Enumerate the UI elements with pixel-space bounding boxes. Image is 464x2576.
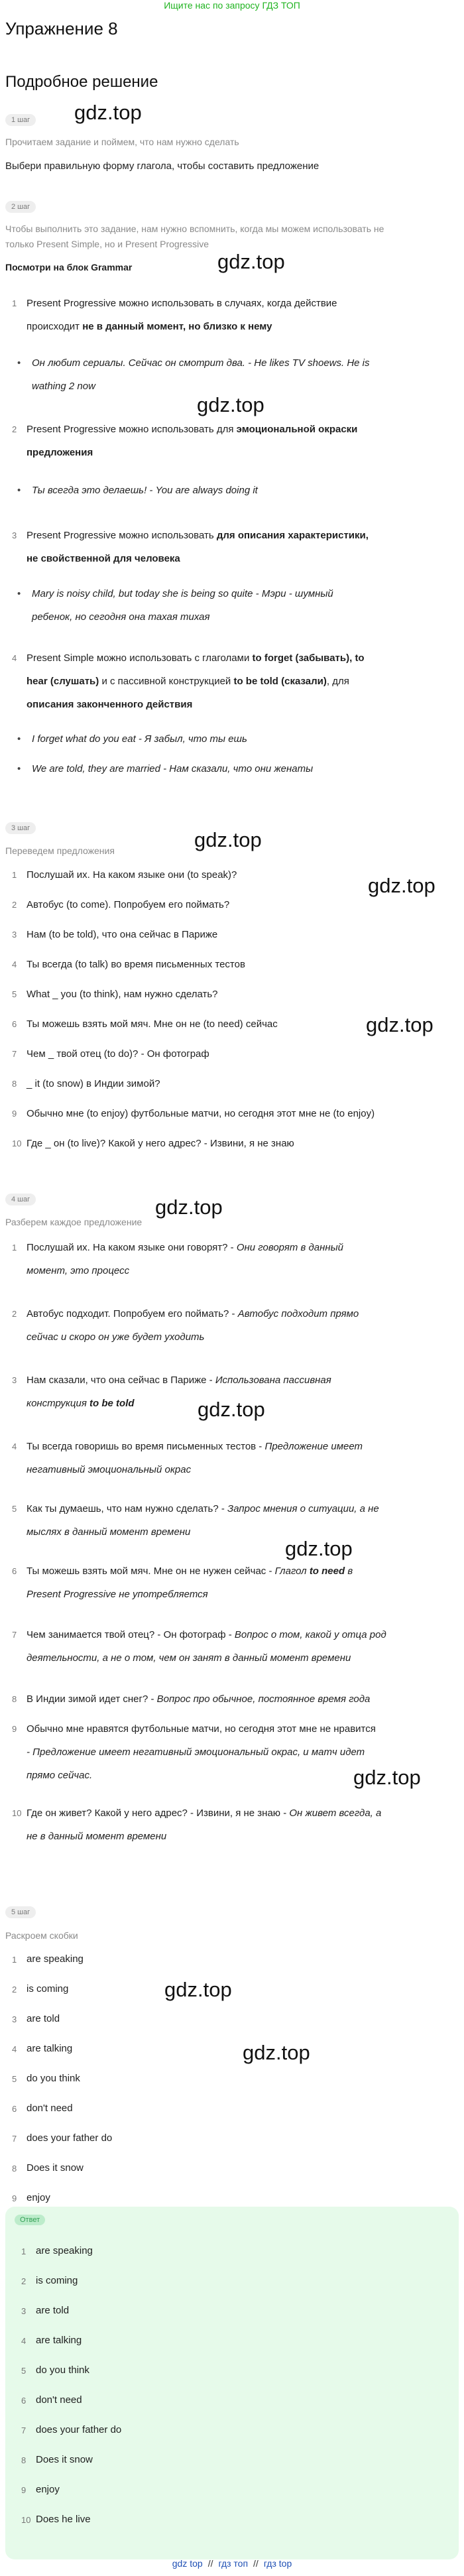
list-item — [15, 2275, 213, 2295]
list-item — [5, 2073, 204, 2093]
item-number: 6 — [12, 1019, 17, 1029]
item-text: Does it snow — [27, 2162, 84, 2174]
list-item — [5, 2103, 204, 2122]
list-item — [15, 2484, 213, 2504]
item-number: 1 — [12, 1243, 17, 1253]
item-number: 10 — [21, 2515, 31, 2525]
example-bullet: • I forget what do you eat - Я забыл, что ты ешь — [32, 727, 449, 751]
watermark: gdz.top — [194, 828, 262, 851]
item-number: 3 — [12, 530, 17, 540]
item-text: are told — [27, 2013, 60, 2024]
list-item — [5, 2162, 204, 2182]
item-number: 2 — [12, 900, 17, 910]
item-number: 5 — [21, 2366, 27, 2376]
item-number: 7 — [12, 1049, 17, 1059]
item-number: 3 — [12, 2014, 17, 2024]
footer-separator: // — [207, 2558, 213, 2569]
list-item — [5, 1953, 204, 1973]
task-statement: Выбери правильную форму глагола, чтобы составить предложение — [5, 160, 319, 172]
item-text: are speaking — [27, 1953, 84, 1965]
watermark: gdz.top — [353, 1766, 421, 1789]
list-item — [15, 2305, 213, 2325]
step-4-badge: 4 шаг — [5, 1194, 36, 1205]
top-search-link[interactable]: Ищите нас по запросу ГДЗ ТОП — [164, 0, 300, 11]
list-item — [5, 2132, 204, 2152]
item-number: 6 — [12, 2104, 17, 2114]
item-text: is coming — [27, 1983, 69, 1994]
step-2-intro: Чтобы выполнить это задание, нам нужно вспомнить, когда мы можем использовать не только Present Simple, но и Present Progressive — [5, 223, 384, 249]
item-number: 7 — [21, 2425, 27, 2435]
item-number: 5 — [12, 2074, 17, 2084]
item-text: are talking — [27, 2043, 73, 2054]
example-bullet: • Он любит сериалы. Сейчас он смотрит два. - He likes TV shoews. He is wathing 2 now — [32, 351, 449, 398]
sentence-text: Автобус (to come). Попробуем его поймать? — [27, 899, 230, 910]
footer-link[interactable]: gdz top — [172, 2558, 203, 2569]
list-item — [15, 2454, 213, 2474]
item-number: 7 — [12, 1630, 17, 1640]
watermark: gdz.top — [164, 1978, 232, 2001]
analysis-text: Как ты думаешь, что нам нужно сделать? - Запрос мнения о ситуации, а не мыслях в данный момент времени — [27, 1503, 379, 1538]
list-item — [15, 2394, 213, 2414]
item-number: 3 — [12, 1375, 17, 1385]
item-number: 2 — [12, 1985, 17, 1994]
item-number: 9 — [21, 2485, 27, 2495]
analysis-text: Ты можешь взять мой мяч. Мне он не нужен сейчас - Глагол to need в Present Progressive не употребляется — [27, 1565, 353, 1600]
page-title: Упражнение 8 — [5, 19, 118, 38]
list-item — [5, 1983, 204, 2003]
analysis-text: Ты всегда говоришь во время письменных тестов - Предложение имеет негативный эмоциональный окрас — [27, 1441, 363, 1475]
step-4-intro: Разберем каждое предложение — [5, 1217, 143, 1227]
section-subtitle: Подробное решение — [5, 73, 158, 91]
item-number: 8 — [21, 2455, 27, 2465]
item-text: enjoy — [36, 2484, 60, 2495]
item-number: 3 — [12, 930, 17, 940]
sentence-text: Чем _ твой отец (to do)? - Он фотограф — [27, 1048, 209, 1060]
item-number: 10 — [12, 1138, 22, 1148]
item-number: 2 — [12, 424, 17, 434]
step-3-intro: Переведем предложения — [5, 845, 115, 856]
item-text: is coming — [36, 2275, 78, 2286]
item-number: 6 — [12, 1566, 17, 1576]
list-item — [15, 2245, 213, 2265]
step-1-intro: Прочитаем задание и поймем, что нам нужно сделать — [5, 137, 239, 147]
item-text: are talking — [36, 2335, 82, 2346]
analysis-text: Где он живет? Какой у него адрес? - Извини, я не знаю - Он живет всегда, а не в данный момент времени — [27, 1808, 382, 1842]
analysis-text: Автобус подходит. Попробуем его поймать? - Автобус подходит прямо сейчас и скоро он уже будет уходить — [27, 1308, 359, 1343]
answer-badge: Ответ — [15, 2215, 45, 2225]
item-number: 5 — [12, 989, 17, 999]
watermark: gdz.top — [198, 1398, 265, 1421]
sentence-text: _ it (to snow) в Индии зимой? — [27, 1078, 160, 1089]
item-text: are told — [36, 2305, 70, 2316]
list-item — [5, 2043, 204, 2063]
step-5-intro: Раскроем скобки — [5, 1930, 78, 1941]
item-number: 1 — [12, 1955, 17, 1965]
item-number: 3 — [21, 2306, 27, 2316]
watermark: gdz.top — [155, 1196, 223, 1219]
footer-separator: // — [253, 2558, 259, 2569]
item-number: 4 — [12, 2044, 17, 2054]
item-number: 8 — [12, 1079, 17, 1089]
list-item — [15, 2514, 213, 2534]
sentence-text: Нам (to be told), что она сейчас в Париже — [27, 929, 218, 940]
sentence-text: Послушай их. На каком языке они (to speak)? — [27, 869, 237, 881]
item-text: Does he live — [36, 2514, 91, 2525]
rule-text: Present Progressive можно использовать для эмоциональной окраски предложения — [27, 424, 358, 458]
rule-text: Present Simple можно использовать с глаголами to forget (забывать), to hear (слушать) и с пассивной конструкцией to be told (сказали), для описания законченного действия — [27, 652, 365, 710]
step-2-badge: 2 шаг — [5, 201, 36, 213]
item-number: 10 — [12, 1808, 22, 1818]
item-text: Does it snow — [36, 2454, 93, 2465]
item-number: 6 — [21, 2396, 27, 2406]
sentence-text: Где _ он (to live)? Какой у него адрес? - Извини, я не знаю — [27, 1138, 294, 1149]
item-number: 4 — [12, 959, 17, 969]
item-number: 5 — [12, 1504, 17, 1514]
analysis-text: В Индии зимой идет снег? - Вопрос про обычное, постоянное время года — [27, 1693, 371, 1705]
item-number: 7 — [12, 2134, 17, 2144]
watermark: gdz.top — [74, 101, 142, 124]
watermark: gdz.top — [285, 1537, 353, 1560]
rule-text: Present Progressive можно использовать в случаях, когда действие происходит не в данный момент, но близко к нему — [27, 298, 337, 332]
item-text: don't need — [27, 2103, 73, 2114]
item-number: 9 — [12, 1724, 17, 1734]
item-number: 1 — [12, 870, 17, 880]
list-item — [15, 2424, 213, 2444]
item-text: do you think — [36, 2364, 89, 2376]
item-number: 4 — [21, 2336, 27, 2346]
item-text: does your father do — [36, 2424, 122, 2435]
example-bullet: • We are told, they are married - Нам сказали, что они женаты — [32, 757, 449, 780]
sentence-text: What _ you (to think), нам нужно сделать? — [27, 989, 218, 1000]
item-number: 9 — [12, 2193, 17, 2203]
watermark: gdz.top — [217, 250, 285, 273]
watermark: gdz.top — [366, 1013, 434, 1036]
item-number: 1 — [21, 2246, 27, 2256]
watermark: gdz.top — [197, 393, 264, 416]
sentence-text: Ты всегда (to talk) во время письменных тестов — [27, 959, 245, 970]
sentence-text: Ты можешь взять мой мяч. Мне он не (to need) сейчас — [27, 1018, 278, 1030]
example-bullet: • Ты всегда это делаешь! - You are always doing it — [32, 479, 449, 502]
item-number: 8 — [12, 1694, 17, 1704]
analysis-text: Обычно мне нравятся футбольные матчи, но сегодня этот мне не нравится - Предложение имеет негативный эмоциональный окрас, и матч идет прямо сейчас. — [27, 1723, 376, 1781]
sentence-text: Обычно мне (to enjoy) футбольные матчи, но сегодня этот мне не (to enjoy) — [27, 1108, 375, 1119]
footer-links — [0, 2558, 464, 2569]
grammar-note: Посмотри на блок Grammar — [5, 262, 133, 273]
item-number: 4 — [12, 653, 17, 663]
item-number: 8 — [12, 2164, 17, 2174]
analysis-text: Чем занимается твой отец? - Он фотограф - Вопрос о том, какой у отца род деятельности, а не о том, чем он занят в данный момент времени — [27, 1629, 386, 1664]
item-number: 9 — [12, 1109, 17, 1119]
item-number: 1 — [12, 298, 17, 308]
list-item — [15, 2364, 213, 2384]
item-number: 2 — [21, 2276, 27, 2286]
step-5-badge: 5 шаг — [5, 1906, 36, 1918]
rule-text: Present Progressive можно использовать для описания характеристики, не свойственной для человека — [27, 530, 369, 564]
item-text: enjoy — [27, 2192, 50, 2203]
item-text: do you think — [27, 2073, 80, 2084]
analysis-text: Послушай их. На каком языке они говорят? - Они говорят в данный момент, это процесс — [27, 1242, 344, 1276]
item-text: don't need — [36, 2394, 82, 2406]
list-item — [15, 2335, 213, 2355]
step-3-badge: 3 шаг — [5, 822, 36, 834]
item-number: 2 — [12, 1309, 17, 1319]
footer-link[interactable]: гдз top — [263, 2558, 292, 2569]
footer-link[interactable]: гдз топ — [218, 2558, 249, 2569]
item-text: are speaking — [36, 2245, 93, 2256]
list-item — [5, 2013, 204, 2033]
watermark: gdz.top — [368, 874, 435, 897]
item-number: 4 — [12, 1441, 17, 1451]
item-text: does your father do — [27, 2132, 113, 2144]
example-bullet: • Mary is noisy child, but today she is being so quite - Мэри - шумный ребенок, но сегодня она тахая тихая — [32, 582, 449, 629]
analysis-text: Нам сказали, что она сейчас в Париже - Использована пассивная конструкция to be told — [27, 1375, 331, 1409]
watermark: gdz.top — [243, 2041, 310, 2064]
step-1-badge: 1 шаг — [5, 114, 36, 126]
